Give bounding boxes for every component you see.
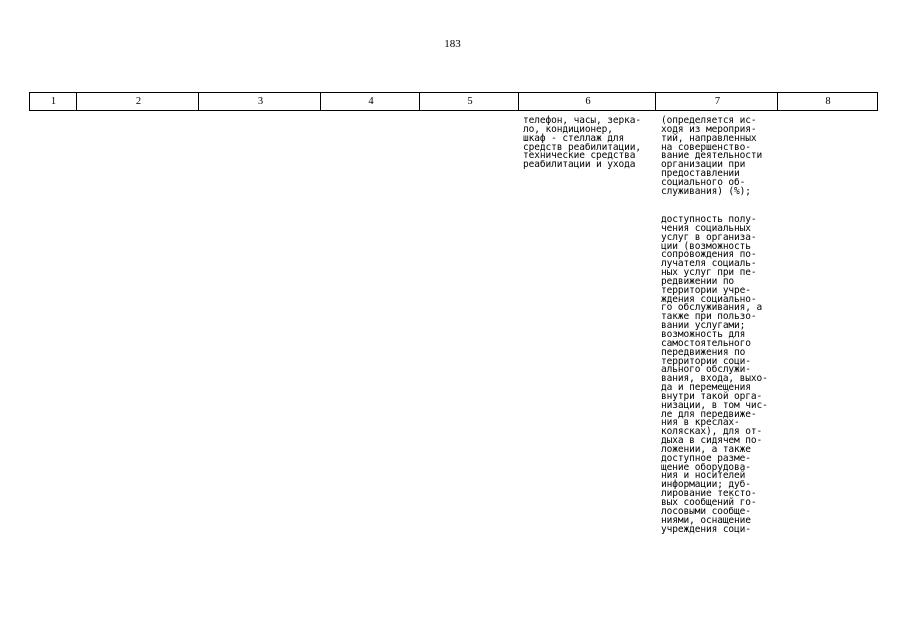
column-divider bbox=[198, 92, 199, 111]
column-header-8: 8 bbox=[825, 96, 831, 107]
column-divider bbox=[777, 92, 778, 111]
column-divider bbox=[655, 92, 656, 111]
column-6-cell-text: телефон, часы, зерка- ло, кондиционер, шкаф - стеллаж для средств реабилитации, технические средства реабилитации и ухода bbox=[523, 115, 642, 171]
page-number: 183 bbox=[444, 38, 461, 50]
column-header-1: 1 bbox=[50, 96, 57, 107]
column-header-2: 2 bbox=[135, 96, 142, 107]
column-divider bbox=[76, 92, 77, 111]
table-header-row bbox=[29, 92, 878, 111]
column-header-7: 7 bbox=[714, 96, 721, 107]
column-header-4: 4 bbox=[368, 96, 374, 107]
column-divider bbox=[320, 92, 321, 111]
column-7-cell-text-part-1: (определяется ис- ходя из мероприя- тий, направленных на совершенство- вание деятельности организации при предоставлении социального об- служивания) (%); bbox=[661, 115, 763, 197]
column-header-5: 5 bbox=[467, 96, 473, 107]
column-divider bbox=[419, 92, 420, 111]
column-7-cell-text-part-2: доступность полу- чения социальных услуг в организа- ции (возможность сопровождения по- лучателя социаль- ных услуг при пе- редвижении по территории учре- ждения социально- го обслуживания, а также при пользо- вании услугами; возможность для самостоятельного передвижения по территории соци- ального обслужи- вания, входа, выхо- да и перемещения внутри такой орга- низации, в том чис- ле для передвиже- ния в креслах- колясках), для от- дыха в сидячем по- ложении, а также доступное разме- щение оборудова- ния и носителей информации; дуб- лирование тексто- вых сообщений го- лосовыми сообще- ниями, оснащение учреждения соци- bbox=[661, 214, 768, 535]
column-divider bbox=[518, 92, 519, 111]
column-header-3: 3 bbox=[257, 96, 264, 107]
column-header-6: 6 bbox=[585, 96, 591, 107]
